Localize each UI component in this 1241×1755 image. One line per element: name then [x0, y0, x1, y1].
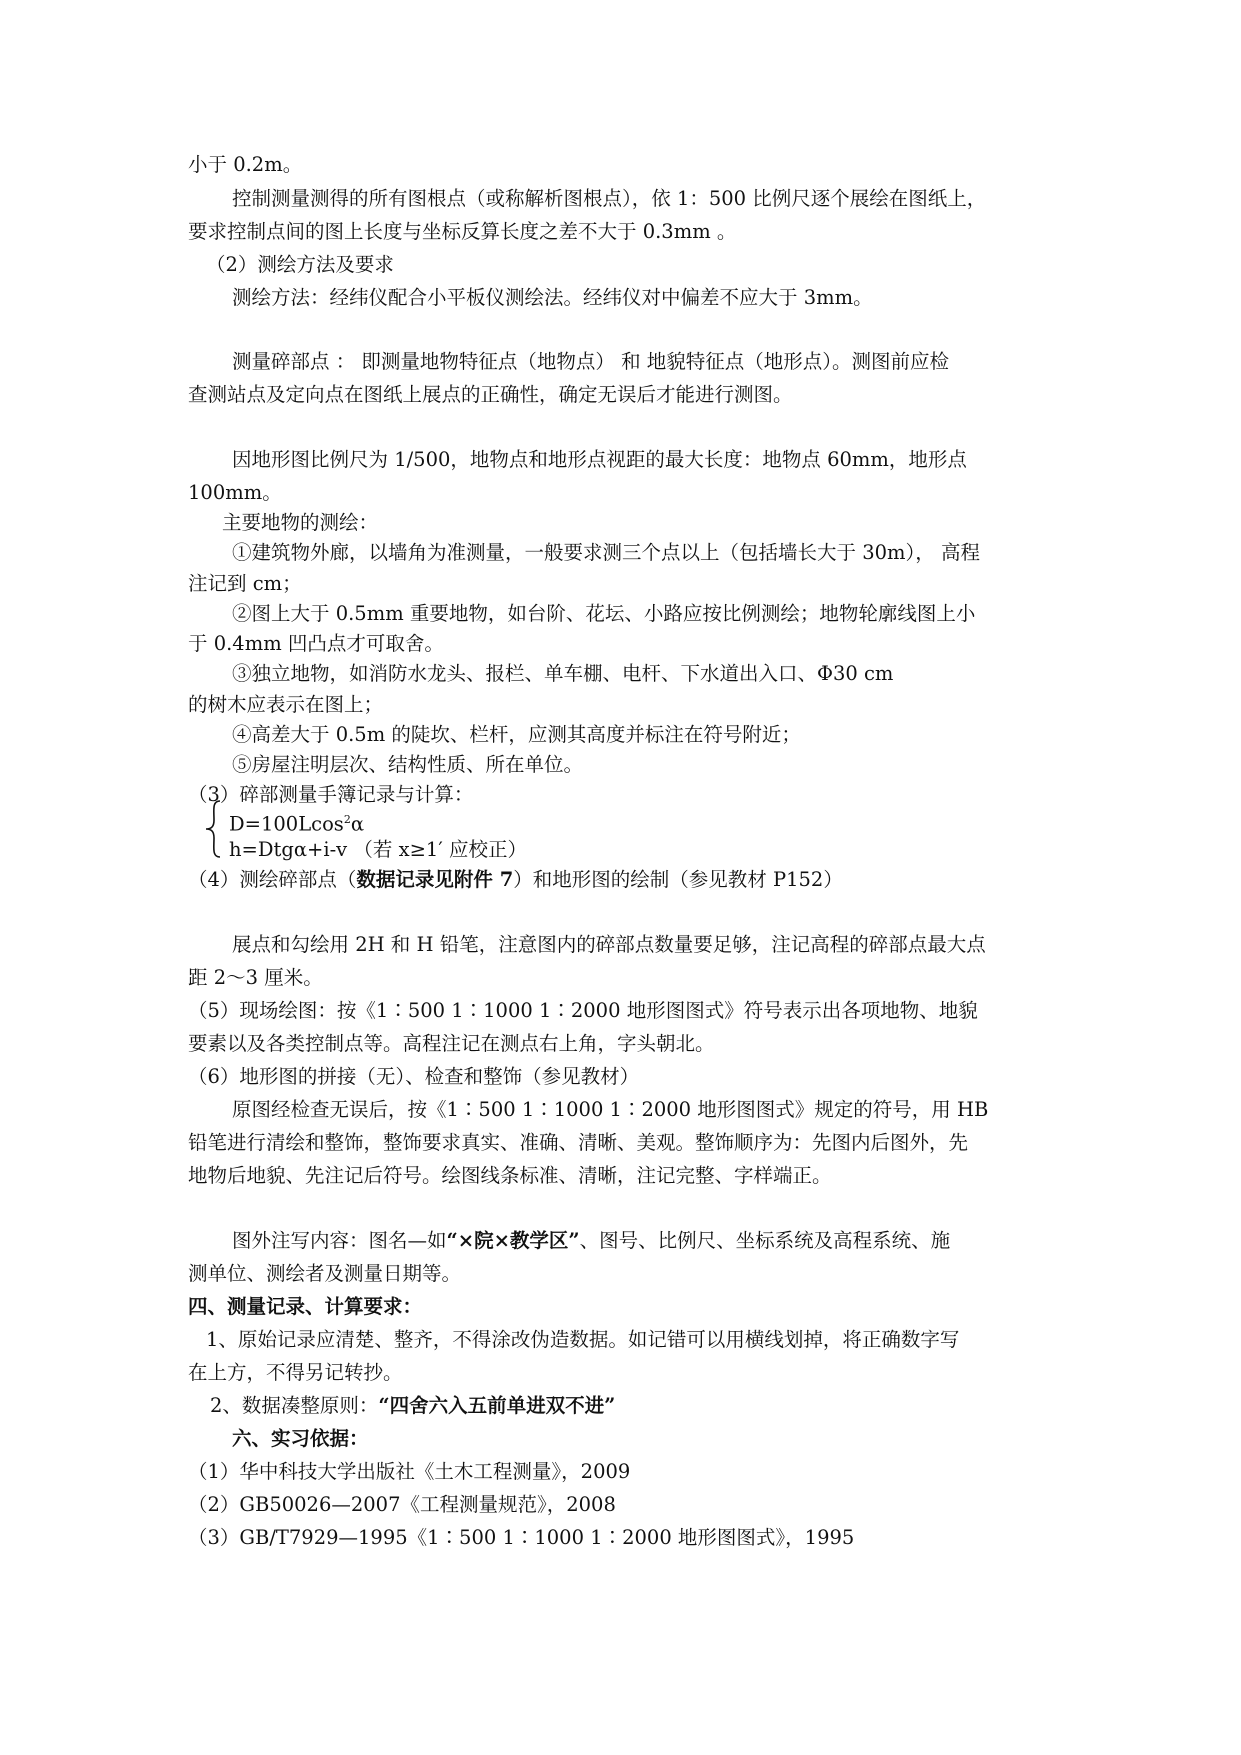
- text-line: 铅笔进行清绘和整饰，整饰要求真实、准确、清晰、美观。整饰顺序为：先图内后图外，先: [188, 1131, 969, 1154]
- text-line: 地物后地貌、先注记后符号。绘图线条标准、清晰，注记完整、字样端正。: [188, 1164, 832, 1187]
- text-line: 在上方，不得另记转抄。: [188, 1361, 403, 1384]
- text-line: 展点和勾绘用 2H 和 H 铅笔，注意图内的碎部点数量要足够，注记高程的碎部点最大点: [232, 933, 986, 956]
- text-line: 测单位、测绘者及测量日期等。: [188, 1262, 462, 1285]
- text-line: 距 2～3 厘米。: [188, 966, 323, 989]
- text-line: 查测站点及定向点在图纸上展点的正确性，确定无误后才能进行测图。: [188, 383, 793, 406]
- text-line: 小于 0.2m。: [188, 153, 303, 176]
- chapter-heading: 六、实习依据：: [232, 1427, 369, 1450]
- section-heading: （3）碎部测量手簿记录与计算：: [188, 783, 474, 806]
- text-line: 要素以及各类控制点等。高程注记在测点右上角，字头朝北。: [188, 1032, 715, 1055]
- text-line: 控制测量测得的所有图根点（或称解析图根点），依 1：500 比例尺逐个展绘在图纸上，: [232, 187, 987, 210]
- chapter-heading: 四、测量记录、计算要求：: [188, 1295, 423, 1318]
- reference-item: （3）GB/T7929—1995《1∶500 1∶1000 1∶2000 地形图图式》，1995: [188, 1526, 855, 1549]
- text-line: 测绘方法：经纬仪配合小平板仪测绘法。经纬仪对中偏差不应大于 3mm。: [232, 286, 873, 309]
- reference-item: （1）华中科技大学出版社《土木工程测量》，2009: [188, 1460, 631, 1483]
- text-line: ①建筑物外廊，以墙角为准测量，一般要求测三个点以上（包括墙长大于 30m）， 高程: [232, 541, 980, 564]
- text-line: 测量碎部点 ： 即测量地物特征点（地物点） 和 地貌特征点（地形点）。测图前应检: [232, 350, 950, 373]
- text-line: 原图经检查无误后，按《1∶500 1∶1000 1∶2000 地形图图式》规定的符号，用 HB: [232, 1098, 989, 1121]
- text-line: 1、原始记录应清楚、整齐，不得涂改伪造数据。如记错可以用横线划掉，将正确数字写: [206, 1328, 960, 1351]
- text-line: 的树木应表示在图上；: [188, 693, 384, 716]
- text-line: 图外注写内容：图名—如“×院×教学区”、图号、比例尺、坐标系统及高程系统、施: [232, 1229, 951, 1252]
- text-line: 主要地物的测绘：: [222, 511, 379, 534]
- text-line: ⑤房屋注明层次、结构性质、所在单位。: [232, 753, 584, 776]
- text-line: ②图上大于 0.5mm 重要地物，如台阶、花坛、小路应按比例测绘；地物轮廓线图上小: [232, 602, 976, 625]
- formula-height: h=Dtgα+i-v （若 x≥1′ 应校正）: [229, 838, 527, 861]
- text-line: ④高差大于 0.5m 的陡坎、栏杆，应测其高度并标注在符号附近；: [232, 723, 801, 746]
- rounding-rule: “四舍六入五前单进双不进”: [378, 1394, 616, 1417]
- text-line: 注记到 cm；: [188, 572, 302, 595]
- formula-distance: D=100Lcos$^2$α: [229, 812, 364, 836]
- brace-icon: [204, 800, 224, 858]
- map-name-example: “×院×教学区”: [446, 1229, 580, 1252]
- text-line: 100mm。: [188, 481, 282, 504]
- section-heading: （2）测绘方法及要求: [206, 253, 394, 276]
- appendix-reference: 数据记录见附件 7: [356, 868, 514, 891]
- text-line: ③独立地物，如消防水龙头、报栏、单车棚、电杆、下水道出入口、Φ30 cm: [232, 662, 894, 685]
- text-line: 于 0.4mm 凹凸点才可取舍。: [188, 632, 444, 655]
- reference-item: （2）GB50026—2007《工程测量规范》，2008: [188, 1493, 616, 1516]
- text-line: 要求控制点间的图上长度与坐标反算长度之差不大于 0.3mm 。: [188, 220, 737, 243]
- text-line: 2、数据凑整原则：“四舍六入五前单进双不进”: [210, 1394, 616, 1417]
- section-heading: （4）测绘碎部点（数据记录见附件 7）和地形图的绘制（参见教材 P152）: [188, 868, 843, 891]
- section-heading: （6）地形图的拼接（无）、检查和整饰（参见教材）: [188, 1065, 640, 1088]
- text-line: 因地形图比例尺为 1/500，地物点和地形点视距的最大长度：地物点 60mm，地形点: [232, 448, 967, 471]
- section-heading: （5）现场绘图：按《1∶500 1∶1000 1∶2000 地形图图式》符号表示出各项地物、地貌: [188, 999, 978, 1022]
